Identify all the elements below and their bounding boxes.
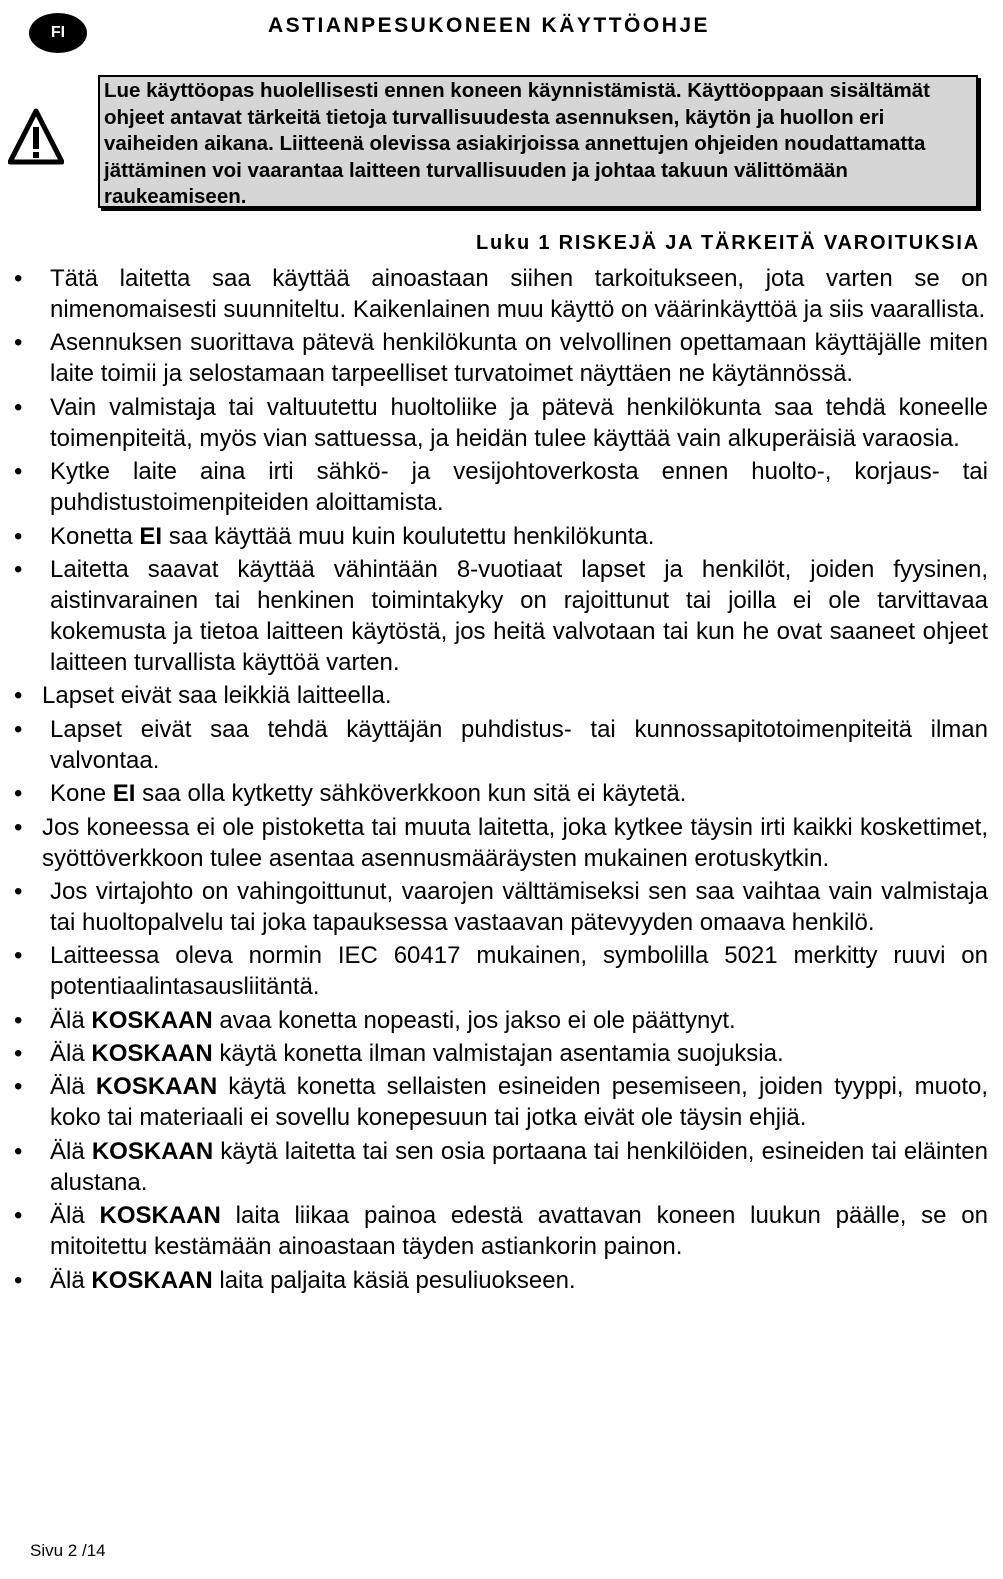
bullet-icon: • [14, 522, 23, 550]
warning-item [0, 778, 988, 809]
bullet-icon: • [14, 1202, 23, 1230]
warning-text-cont: avaa konetta nopeasti, jos jakso ei ole päättynyt. [212, 1006, 736, 1034]
warning-text: Jos koneessa ei ole pistoketta tai muuta laitetta, joka kytkee täysin irti kaikki koskettimet, syöttöverkkoon tulee asentaa asennusmääräysten mukainen erotuskytkin. [42, 813, 988, 872]
bullet-icon: • [14, 265, 23, 292]
warning-item [0, 456, 988, 518]
bullet-icon: • [14, 1006, 23, 1034]
warning-text: Älä [50, 1040, 92, 1068]
warning-text: Vain valmistaja tai valtuutettu huoltoliike ja pätevä henkilökunta saa tehdä koneelle toimenpiteitä, myös vian sattuessa, ja heidän tulee käyttää vain alkuperäisiä varaosia. [50, 393, 988, 452]
warning-item [0, 1005, 988, 1036]
warning-emphasis: KOSKAAN [99, 1202, 221, 1230]
warning-item [0, 1136, 988, 1198]
bullet-icon: • [14, 1073, 23, 1101]
bullet-icon: • [14, 393, 23, 421]
warning-item [0, 714, 988, 776]
warning-text-cont: laita paljaita käsiä pesuliuokseen. [212, 1266, 576, 1294]
warning-emphasis: KOSKAAN [91, 1266, 213, 1294]
warning-item [0, 327, 988, 389]
warning-item [0, 1071, 988, 1133]
warning-text-cont: saa käyttää muu kuin koulutettu henkilökunta. [162, 522, 655, 550]
warning-emphasis: KOSKAAN [91, 1137, 214, 1165]
bullet-icon: • [14, 1137, 23, 1165]
warning-item [0, 1038, 988, 1069]
warning-text-cont: käytä konetta sellaisten esineiden pesemiseen, joiden tyyppi, muoto, koko tai materiaali ei sovellu konepesuun tai jotka eivät ole täysin ehjiä. [50, 1073, 988, 1132]
warning-text: Tätä laitetta saa käyttää ainoastaan siihen tarkoitukseen, jota varten se on nimenomaisesti suunniteltu. Kaikenlainen muu käyttö on väärinkäyttöä ja siis vaarallista. [50, 265, 988, 323]
warning-item [0, 1200, 988, 1262]
warning-text: Älä [50, 1073, 96, 1101]
warning-item [0, 263, 988, 325]
warning-text: Älä [50, 1006, 92, 1034]
warning-item [0, 1265, 988, 1296]
bullet-icon: • [14, 1040, 23, 1068]
warning-text: Lapset eivät saa leikkiä laitteella. [42, 682, 392, 710]
warning-text: Älä [50, 1137, 92, 1165]
bullet-icon: • [14, 1266, 23, 1294]
warning-text: Lapset eivät saa tehdä käyttäjän puhdistus- tai kunnossapitotoimenpiteitä ilman valvontaa. [50, 715, 988, 774]
warning-text: Kone [50, 780, 113, 808]
warning-text-cont: käytä konetta ilman valmistajan asentamia suojuksia. [212, 1040, 784, 1068]
warning-item [0, 812, 988, 874]
warning-text-cont: saa olla kytketty sähköverkkoon kun sitä ei käytetä. [135, 780, 687, 808]
page-number: Sivu 2 /14 [30, 1541, 106, 1560]
bullet-icon: • [14, 555, 23, 583]
warning-emphasis: EI [139, 522, 163, 550]
bullet-icon: • [14, 780, 23, 808]
warning-emphasis: EI [112, 780, 136, 808]
bullet-icon: • [14, 813, 23, 841]
warning-text: Älä [50, 1202, 100, 1230]
warning-emphasis: KOSKAAN [91, 1006, 213, 1034]
bullet-icon: • [14, 682, 23, 710]
bullet-icon: • [14, 877, 23, 905]
warning-emphasis: KOSKAAN [95, 1073, 218, 1101]
warning-text: Laitetta saavat käyttää vähintään 8-vuotiaat lapset ja henkilöt, joiden fyysinen, aistinvarainen tai henkinen toimintakyky on rajoittunut tai joilla ei ole tarvittavaa kokemusta ja tietoa laitteen käytöstä, jos heitä valvotaan tai kun he ovat saaneet ohjeet laitteen turvallista käyttöä varten. [50, 555, 988, 676]
language-badge: FI [29, 13, 87, 53]
warning-text: Jos virtajohto on vahingoittunut, vaarojen välttämiseksi sen saa vaihtaa vain valmistaja tai huoltopalvelu tai joka tapauksessa vastaavan pätevyyden omaava henkilö. [50, 877, 988, 936]
warning-text: Asennuksen suorittava pätevä henkilökunta on velvollinen opettamaan käyttäjälle miten laite toimii ja selostamaan tarpeelliset turvatoimet näyttäen ne käytännössä. [50, 329, 988, 388]
bullet-icon: • [14, 458, 23, 486]
warning-item [0, 392, 988, 454]
warnings-list [0, 263, 988, 1298]
warning-text: Älä [50, 1266, 92, 1294]
warning-item [0, 940, 988, 1002]
warning-text: Konetta [50, 522, 140, 550]
warning-text: Kytke laite aina irti sähkö- ja vesijohtoverkosta ennen huolto-, korjaus- tai puhdistustoimenpiteiden aloittamista. [50, 458, 988, 517]
warning-triangle-icon [8, 108, 64, 166]
bullet-icon: • [14, 329, 23, 357]
bullet-icon: • [14, 942, 23, 970]
safety-notice-text: Lue käyttöopas huolellisesti ennen koneen käynnistämistä. Käyttöoppaan sisältämät ohjeet antavat tärkeitä tietoja turvallisuudesta asennuksen, käytön ja huollon eri vaiheiden aikana. Liitteenä olevissa asiakirjoissa annettujen ohjeiden noudattamatta jättäminen voi vaarantaa laitteen turvallisuuden ja johtaa takuun välittömään raukeamiseen. [104, 79, 930, 208]
chapter-heading: Luku 1 RISKEJÄ JA TÄRKEITÄ VAROITUKSIA [476, 232, 980, 254]
safety-notice-box [98, 75, 978, 208]
warning-item [0, 876, 988, 938]
document-title: ASTIANPESUKONEEN KÄYTTÖOHJE [268, 14, 711, 37]
warning-item [0, 521, 988, 552]
warning-emphasis: KOSKAAN [91, 1040, 213, 1068]
warning-text: Laitteessa oleva normin IEC 60417 mukainen, symbolilla 5021 merkitty ruuvi on potentiaalintasausliitäntä. [50, 942, 988, 1001]
warning-item [0, 554, 988, 678]
warning-text-cont: käytä laitetta tai sen osia portaana tai henkilöiden, esineiden tai eläinten alustana. [50, 1137, 988, 1196]
warning-item [0, 680, 988, 711]
bullet-icon: • [14, 715, 23, 743]
warning-text-cont: laita liikaa painoa edestä avattavan koneen luukun päälle, se on mitoitettu kestämään ainoastaan täyden astiankorin painon. [50, 1202, 989, 1261]
